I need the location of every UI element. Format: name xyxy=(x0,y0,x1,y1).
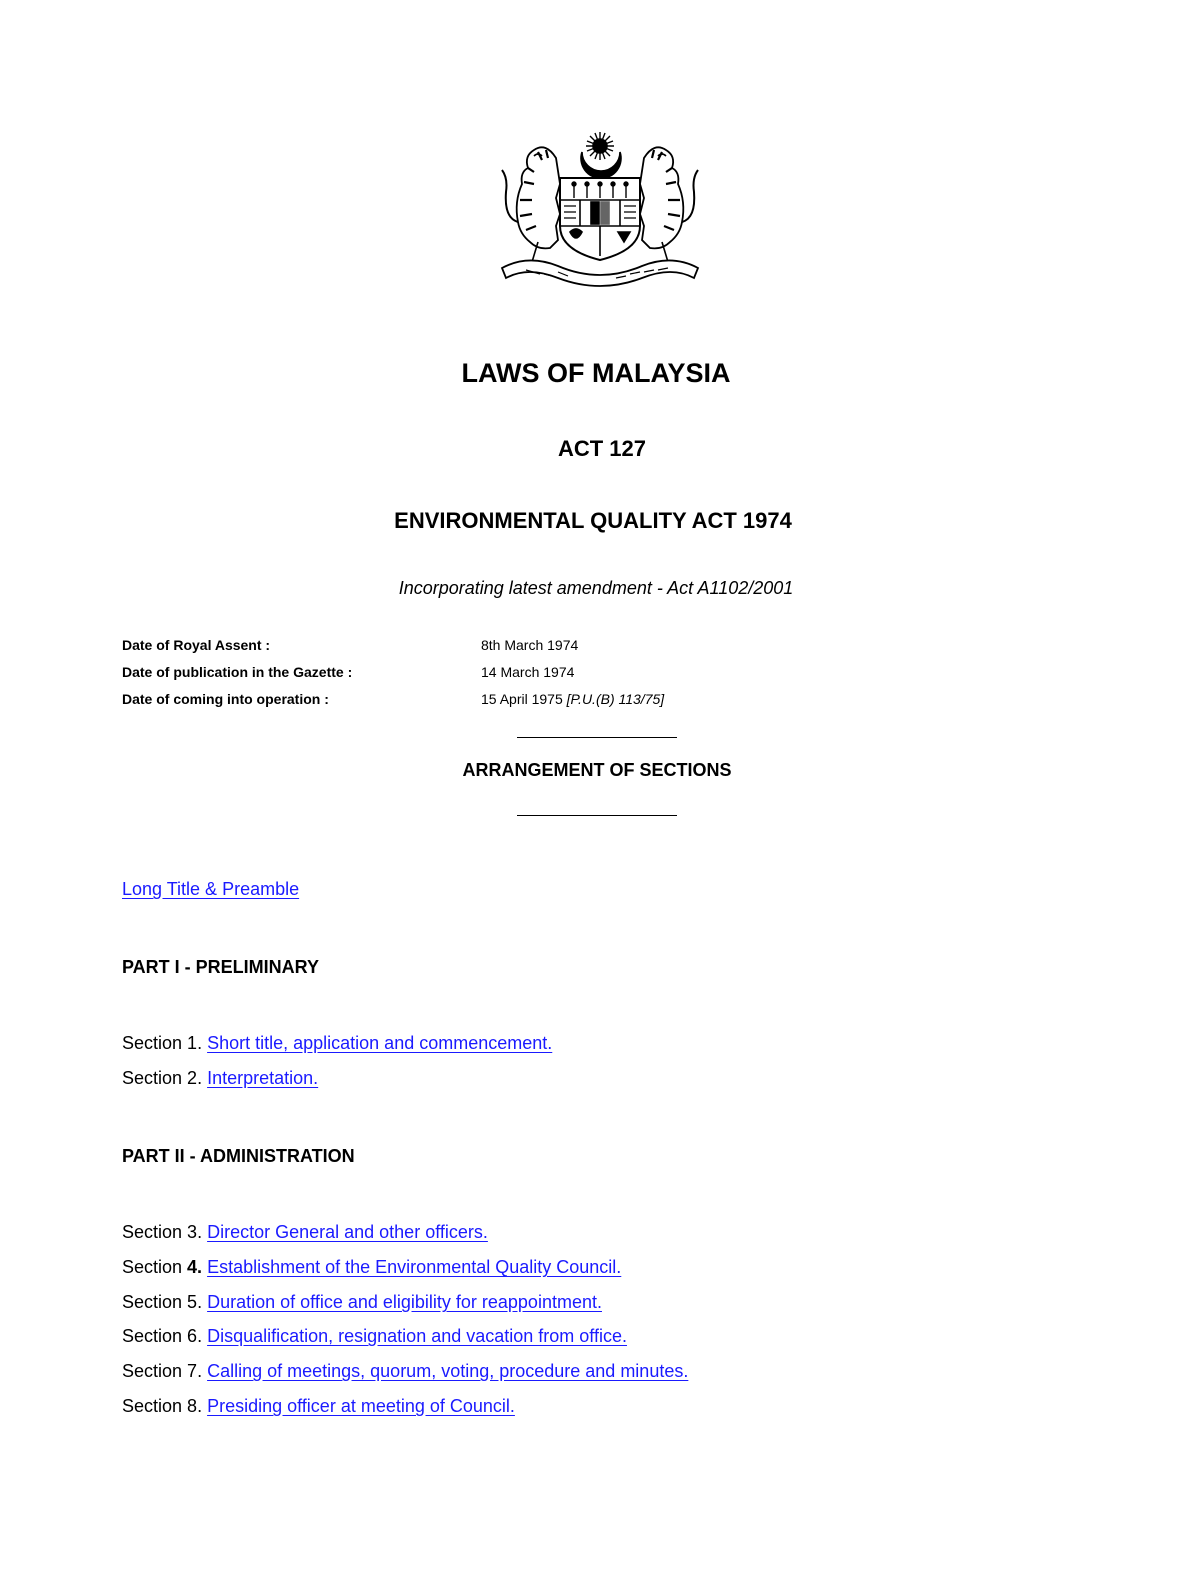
section-separator: . xyxy=(197,1326,208,1346)
section-separator: . xyxy=(197,1222,208,1242)
section-prefix: Section xyxy=(122,1068,188,1088)
section-number: 5 xyxy=(187,1292,198,1312)
royal-assent-label: Date of Royal Assent : xyxy=(122,637,271,653)
section-4-link[interactable]: Establishment of the Environmental Quality Council. xyxy=(207,1257,622,1277)
section-separator: . xyxy=(197,1292,208,1312)
section-number: 1 xyxy=(187,1033,198,1053)
section-row xyxy=(122,1292,602,1313)
section-row xyxy=(122,1396,515,1417)
amendment-note: Incorporating latest amendment - Act A1102/2001 xyxy=(398,578,794,598)
section-6-link[interactable]: Disqualification, resignation and vacation from office. xyxy=(207,1326,627,1346)
coming-into-operation-label: Date of coming into operation : xyxy=(122,691,329,707)
section-row xyxy=(122,1361,688,1382)
operation-reference: [P.U.(B) 113/75] xyxy=(566,691,665,707)
divider-top xyxy=(517,737,677,738)
section-8-link[interactable]: Presiding officer at meeting of Council. xyxy=(207,1396,515,1416)
section-2-link[interactable]: Interpretation. xyxy=(207,1068,319,1088)
section-separator: . xyxy=(197,1068,208,1088)
section-row xyxy=(122,1257,621,1278)
gazette-publication-value: 14 March 1974 xyxy=(481,664,575,680)
section-3-link[interactable]: Director General and other officers. xyxy=(207,1222,488,1242)
section-prefix: Section xyxy=(122,1033,188,1053)
operation-date: 15 April 1975 xyxy=(481,691,563,707)
section-prefix: Section xyxy=(122,1326,188,1346)
act-number: ACT 127 xyxy=(557,436,647,461)
section-prefix: Section xyxy=(122,1222,188,1242)
divider-bottom xyxy=(517,815,677,816)
coat-of-arms-icon xyxy=(498,122,702,294)
section-number: 4. xyxy=(187,1257,203,1277)
section-prefix: Section xyxy=(122,1257,188,1277)
section-7-link[interactable]: Calling of meetings, quorum, voting, procedure and minutes. xyxy=(207,1361,689,1381)
section-number: 3 xyxy=(187,1222,198,1242)
section-row xyxy=(122,1326,627,1347)
document-title: LAWS OF MALAYSIA xyxy=(461,358,731,388)
section-prefix: Section xyxy=(122,1361,188,1381)
coming-into-operation-value xyxy=(481,691,664,707)
section-prefix: Section xyxy=(122,1292,188,1312)
section-number: 6 xyxy=(187,1326,198,1346)
section-separator: . xyxy=(197,1361,208,1381)
part-1-heading: PART I - PRELIMINARY xyxy=(122,957,319,977)
arrangement-heading: ARRANGEMENT OF SECTIONS xyxy=(462,760,732,780)
section-number: 7 xyxy=(187,1361,198,1381)
section-5-link[interactable]: Duration of office and eligibility for reappointment. xyxy=(207,1292,602,1312)
section-number: 2 xyxy=(187,1068,198,1088)
section-separator: . xyxy=(197,1396,208,1416)
section-number: 8 xyxy=(187,1396,198,1416)
section-row xyxy=(122,1222,488,1243)
long-title-link[interactable]: Long Title & Preamble xyxy=(122,879,300,899)
royal-assent-value: 8th March 1974 xyxy=(481,637,579,653)
long-title-row xyxy=(122,879,299,900)
act-name: ENVIRONMENTAL QUALITY ACT 1974 xyxy=(394,508,792,533)
section-separator: . xyxy=(197,1033,208,1053)
section-prefix: Section xyxy=(122,1396,188,1416)
section-row xyxy=(122,1033,552,1054)
part-2-heading: PART II - ADMINISTRATION xyxy=(122,1146,355,1166)
gazette-publication-label: Date of publication in the Gazette : xyxy=(122,664,353,680)
section-row xyxy=(122,1068,318,1089)
section-1-link[interactable]: Short title, application and commencement. xyxy=(207,1033,553,1053)
